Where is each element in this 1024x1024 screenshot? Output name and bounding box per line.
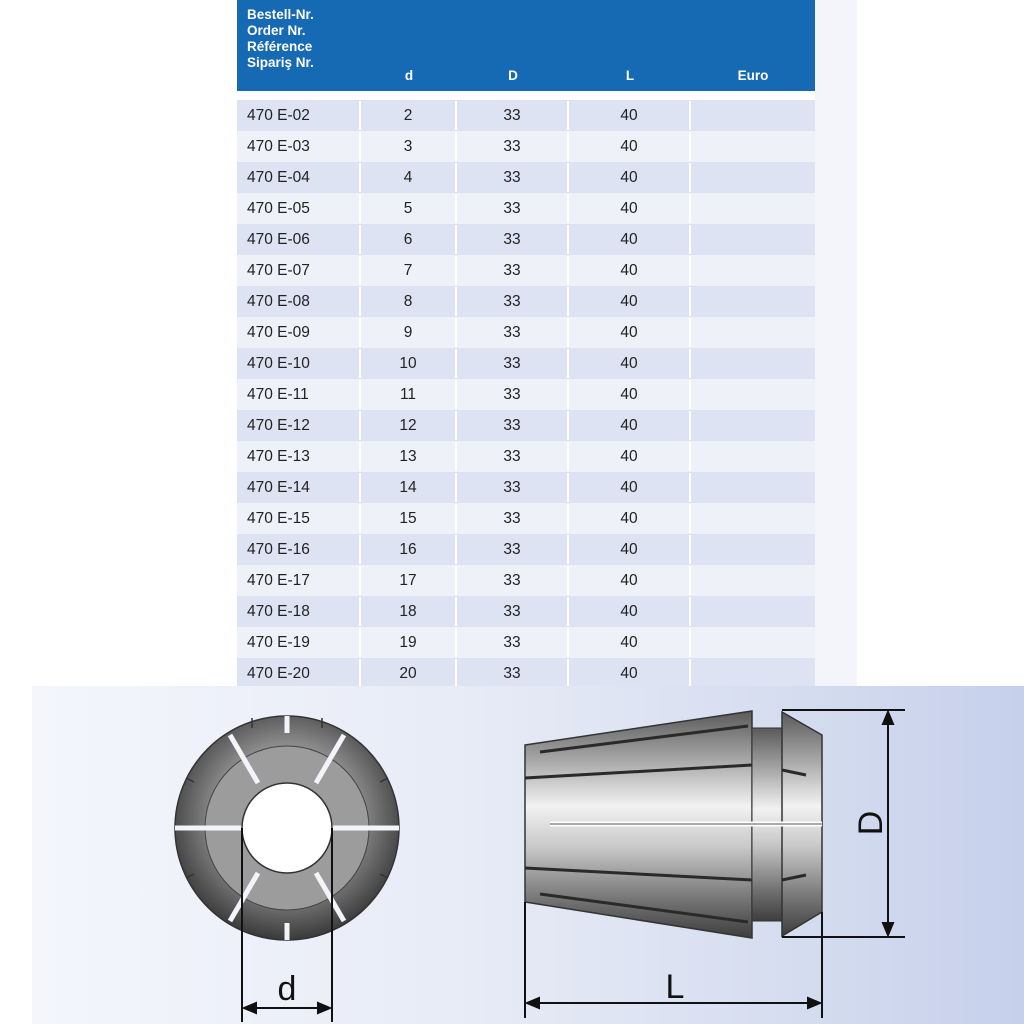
header-euro: Euro xyxy=(737,68,769,83)
dimension-L-label: L xyxy=(665,968,685,1006)
collet-end-view xyxy=(175,716,399,940)
cell-L: 40 xyxy=(569,659,691,688)
cell-D: 33 xyxy=(457,473,569,502)
cell-L: 40 xyxy=(569,256,691,285)
cell-L: 40 xyxy=(569,442,691,471)
cell-L: 40 xyxy=(569,287,691,316)
cell-order: 470 E-12 xyxy=(237,411,361,440)
technical-drawing xyxy=(32,686,1024,1024)
cell-D: 33 xyxy=(457,597,569,626)
cell-L: 40 xyxy=(569,349,691,378)
cell-D: 33 xyxy=(457,287,569,316)
cell-d: 10 xyxy=(361,349,457,378)
cell-D: 33 xyxy=(457,659,569,688)
cell-order: 470 E-04 xyxy=(237,163,361,192)
cell-d: 9 xyxy=(361,318,457,347)
cell-d: 6 xyxy=(361,225,457,254)
cell-order: 470 E-07 xyxy=(237,256,361,285)
cell-d: 7 xyxy=(361,256,457,285)
dimension-D-label: D xyxy=(852,810,890,836)
cell-order: 470 E-10 xyxy=(237,349,361,378)
cell-D: 33 xyxy=(457,380,569,409)
cell-D: 33 xyxy=(457,163,569,192)
cell-order: 470 E-02 xyxy=(237,101,361,130)
cell-order: 470 E-09 xyxy=(237,318,361,347)
cell-D: 33 xyxy=(457,566,569,595)
cell-d: 18 xyxy=(361,597,457,626)
cell-D: 33 xyxy=(457,628,569,657)
cell-L: 40 xyxy=(569,101,691,130)
cell-order: 470 E-17 xyxy=(237,566,361,595)
cell-order: 470 E-05 xyxy=(237,194,361,223)
cell-D: 33 xyxy=(457,101,569,130)
header-D: D xyxy=(508,68,518,83)
cell-d: 20 xyxy=(361,659,457,688)
cell-L: 40 xyxy=(569,504,691,533)
cell-L: 40 xyxy=(569,535,691,564)
cell-d: 11 xyxy=(361,380,457,409)
cell-d: 16 xyxy=(361,535,457,564)
cell-d: 17 xyxy=(361,566,457,595)
cell-order: 470 E-14 xyxy=(237,473,361,502)
cell-D: 33 xyxy=(457,132,569,161)
cell-L: 40 xyxy=(569,628,691,657)
cell-order: 470 E-11 xyxy=(237,380,361,409)
cell-d: 5 xyxy=(361,194,457,223)
header-L: L xyxy=(625,68,635,83)
cell-D: 33 xyxy=(457,411,569,440)
cell-d: 4 xyxy=(361,163,457,192)
cell-D: 33 xyxy=(457,349,569,378)
cell-d: 19 xyxy=(361,628,457,657)
cell-d: 12 xyxy=(361,411,457,440)
header-order-label-tr: Sipariş Nr. xyxy=(247,55,314,70)
cell-L: 40 xyxy=(569,411,691,440)
cell-L: 40 xyxy=(569,566,691,595)
cell-d: 2 xyxy=(361,101,457,130)
cell-D: 33 xyxy=(457,225,569,254)
cell-order: 470 E-16 xyxy=(237,535,361,564)
cell-D: 33 xyxy=(457,504,569,533)
cell-L: 40 xyxy=(569,597,691,626)
cell-L: 40 xyxy=(569,473,691,502)
header-order-label-de: Bestell-Nr. xyxy=(247,7,314,22)
header-d: d xyxy=(404,68,414,83)
header-order-label-en: Order Nr. xyxy=(247,23,306,38)
cell-d: 14 xyxy=(361,473,457,502)
collet-bore xyxy=(242,783,332,873)
cell-D: 33 xyxy=(457,318,569,347)
cell-order: 470 E-15 xyxy=(237,504,361,533)
cell-L: 40 xyxy=(569,194,691,223)
cell-d: 13 xyxy=(361,442,457,471)
cell-order: 470 E-06 xyxy=(237,225,361,254)
cell-d: 8 xyxy=(361,287,457,316)
cell-order: 470 E-08 xyxy=(237,287,361,316)
cell-order: 470 E-03 xyxy=(237,132,361,161)
cell-L: 40 xyxy=(569,380,691,409)
cell-L: 40 xyxy=(569,225,691,254)
dimension-d-label: d xyxy=(277,970,297,1008)
cell-order: 470 E-19 xyxy=(237,628,361,657)
cell-d: 15 xyxy=(361,504,457,533)
cell-L: 40 xyxy=(569,318,691,347)
cell-D: 33 xyxy=(457,442,569,471)
cell-order: 470 E-20 xyxy=(237,659,361,688)
cell-D: 33 xyxy=(457,194,569,223)
header-order-label-fr: Référence xyxy=(247,39,313,54)
collet-side-view xyxy=(525,711,822,938)
cell-D: 33 xyxy=(457,256,569,285)
cell-d: 3 xyxy=(361,132,457,161)
cell-order: 470 E-13 xyxy=(237,442,361,471)
cell-D: 33 xyxy=(457,535,569,564)
cell-order: 470 E-18 xyxy=(237,597,361,626)
cell-L: 40 xyxy=(569,132,691,161)
cell-L: 40 xyxy=(569,163,691,192)
